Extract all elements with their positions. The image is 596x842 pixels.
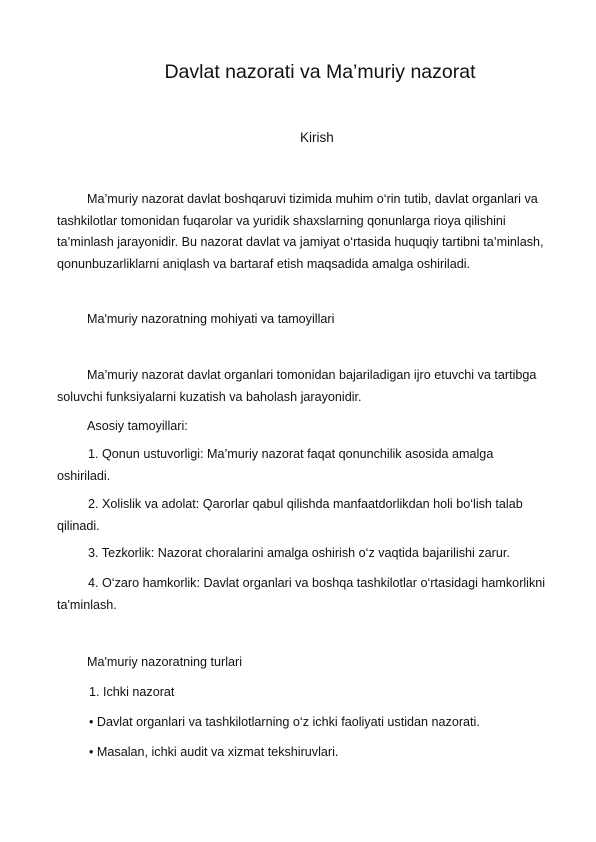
type1-bullet-2: • Masalan, ichki audit va xizmat tekshiruvlari. (89, 745, 339, 759)
intro-paragraph: Ma’muriy nazorat davlat boshqaruvi tizimida muhim o‘rin tutib, davlat organlari va tashkilotlar tomonidan fuqarolar va yuridik shaxslarning qonunlarga rioya qilishini ta’minlash jarayonidir. Bu nazorat davlat va jamiyat o‘rtasida huquqiy tartibni ta’minlash, qonunbuzarliklarni aniqlash va bartaraf etish maqsadida amalga oshiriladi. (57, 192, 544, 271)
section2-heading: Ma'muriy nazoratning turlari (87, 655, 242, 669)
section1-paragraph: Ma’muriy nazorat davlat organlari tomonidan bajariladigan ijro etuvchi va tartibga soluvchi funksiyalarni kuzatish va baholash jarayonidir. (57, 368, 537, 404)
principle-item-1: 1. Qonun ustuvorligi: Ma’muriy nazorat faqat qonunchilik asosida amalga oshiriladi. (57, 447, 494, 483)
principle-item-4: 4. O‘zaro hamkorlik: Davlat organlari va boshqa tashkilotlar o‘rtasidagi hamkorlikni ta'minlash. (57, 576, 546, 612)
type1-bullet-1: • Davlat organlari va tashkilotlarning o‘z ichki faoliyati ustidan nazorati. (89, 715, 480, 729)
document-title: Davlat nazorati va Ma’muriy nazorat (164, 61, 476, 83)
intro-heading: Kirish (300, 130, 334, 145)
type1-label: 1. Ichki nazorat (89, 685, 175, 699)
principle-item-2: 2. Xolislik va adolat: Qarorlar qabul qilishda manfaatdorlikdan holi bo‘lish talab qilinadi. (57, 497, 523, 533)
section1-heading: Ma'muriy nazoratning mohiyati va tamoyillari (87, 312, 335, 326)
principle-item-3: 3. Tezkorlik: Nazorat choralarini amalga oshirish o‘z vaqtida bajarilishi zarur. (88, 546, 510, 560)
principles-label: Asosiy tamoyillari: (87, 419, 188, 433)
